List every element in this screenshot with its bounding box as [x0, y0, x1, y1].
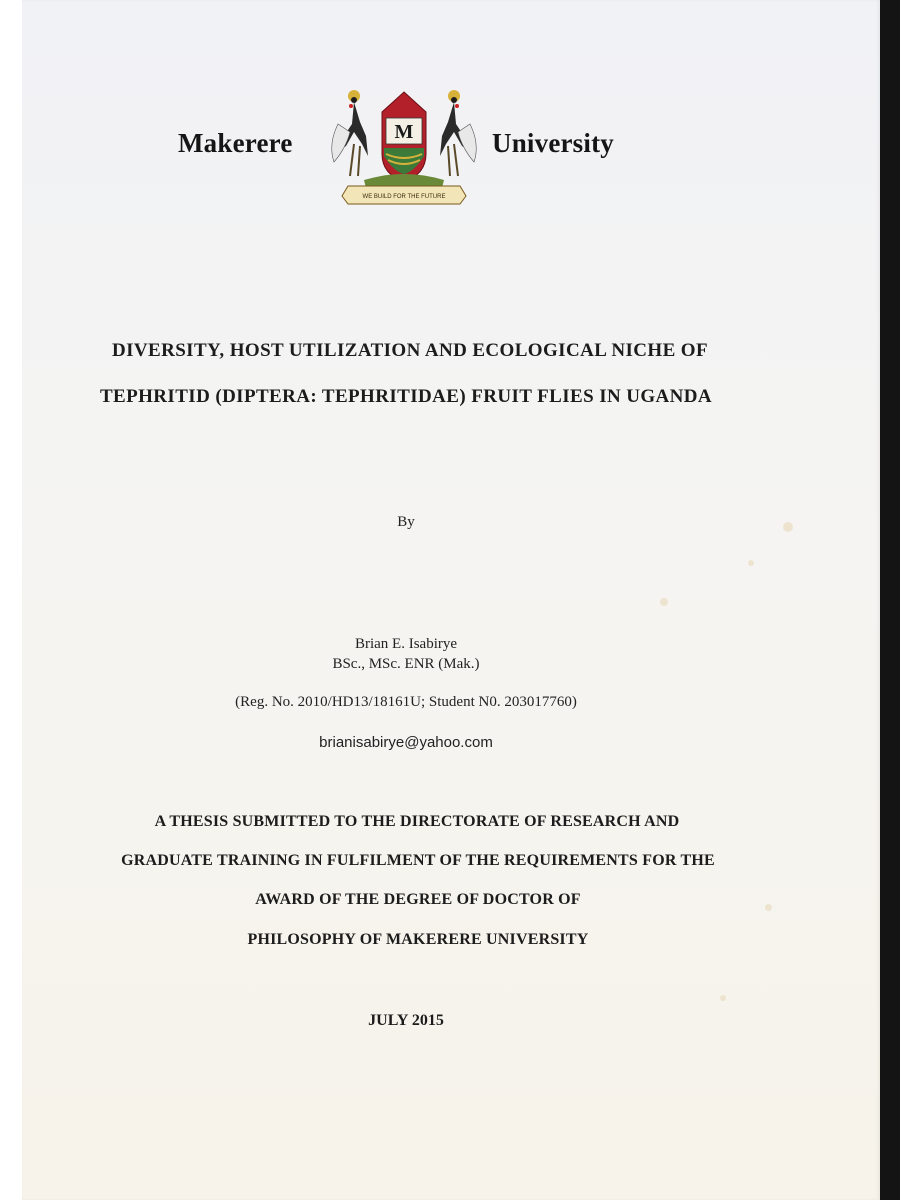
thesis-statement-line-3: AWARD OF THE DEGREE OF DOCTOR OF	[255, 891, 581, 908]
by-label: By	[397, 514, 415, 530]
thesis-statement-line-4: PHILOSOPHY OF MAKERERE UNIVERSITY	[247, 931, 589, 948]
paper-speck	[720, 995, 726, 1001]
scan-edge	[880, 0, 900, 1200]
right-crane-icon	[440, 90, 476, 176]
author-name: Brian E. Isabirye	[354, 636, 458, 652]
header-makerere: Makerere	[178, 128, 293, 158]
makerere-crest-logo	[324, 84, 484, 210]
header-university: University	[492, 128, 614, 158]
svg-text:M: M	[394, 121, 414, 143]
motto-ribbon	[342, 186, 466, 204]
thesis-statement-line-1: A THESIS SUBMITTED TO THE DIRECTORATE OF RESEARCH AND	[154, 813, 680, 830]
thesis-title-line-1: DIVERSITY, HOST UTILIZATION AND ECOLOGICAL NICHE OF	[111, 340, 708, 361]
thesis-statement-line-2: GRADUATE TRAINING IN FULFILMENT OF THE REQUIREMENTS FOR THE	[121, 852, 715, 869]
left-crane-icon	[332, 90, 368, 176]
submission-date: JULY 2015	[368, 1012, 444, 1029]
paper-speck	[660, 598, 668, 606]
paper-speck	[748, 560, 754, 566]
author-email: brianisabirye@yahoo.com	[319, 734, 493, 751]
shield-icon	[382, 92, 426, 182]
thesis-title-line-2: TEPHRITID (DIPTERA: TEPHRITIDAE) FRUIT FLIES IN UGANDA	[99, 386, 713, 407]
author-degrees: BSc., MSc. ENR (Mak.)	[332, 656, 480, 672]
registration-number: (Reg. No. 2010/HD13/18161U; Student N0. 203017760)	[235, 694, 577, 710]
svg-text:WE BUILD FOR THE FUTURE: WE BUILD FOR THE FUTURE	[362, 194, 446, 200]
